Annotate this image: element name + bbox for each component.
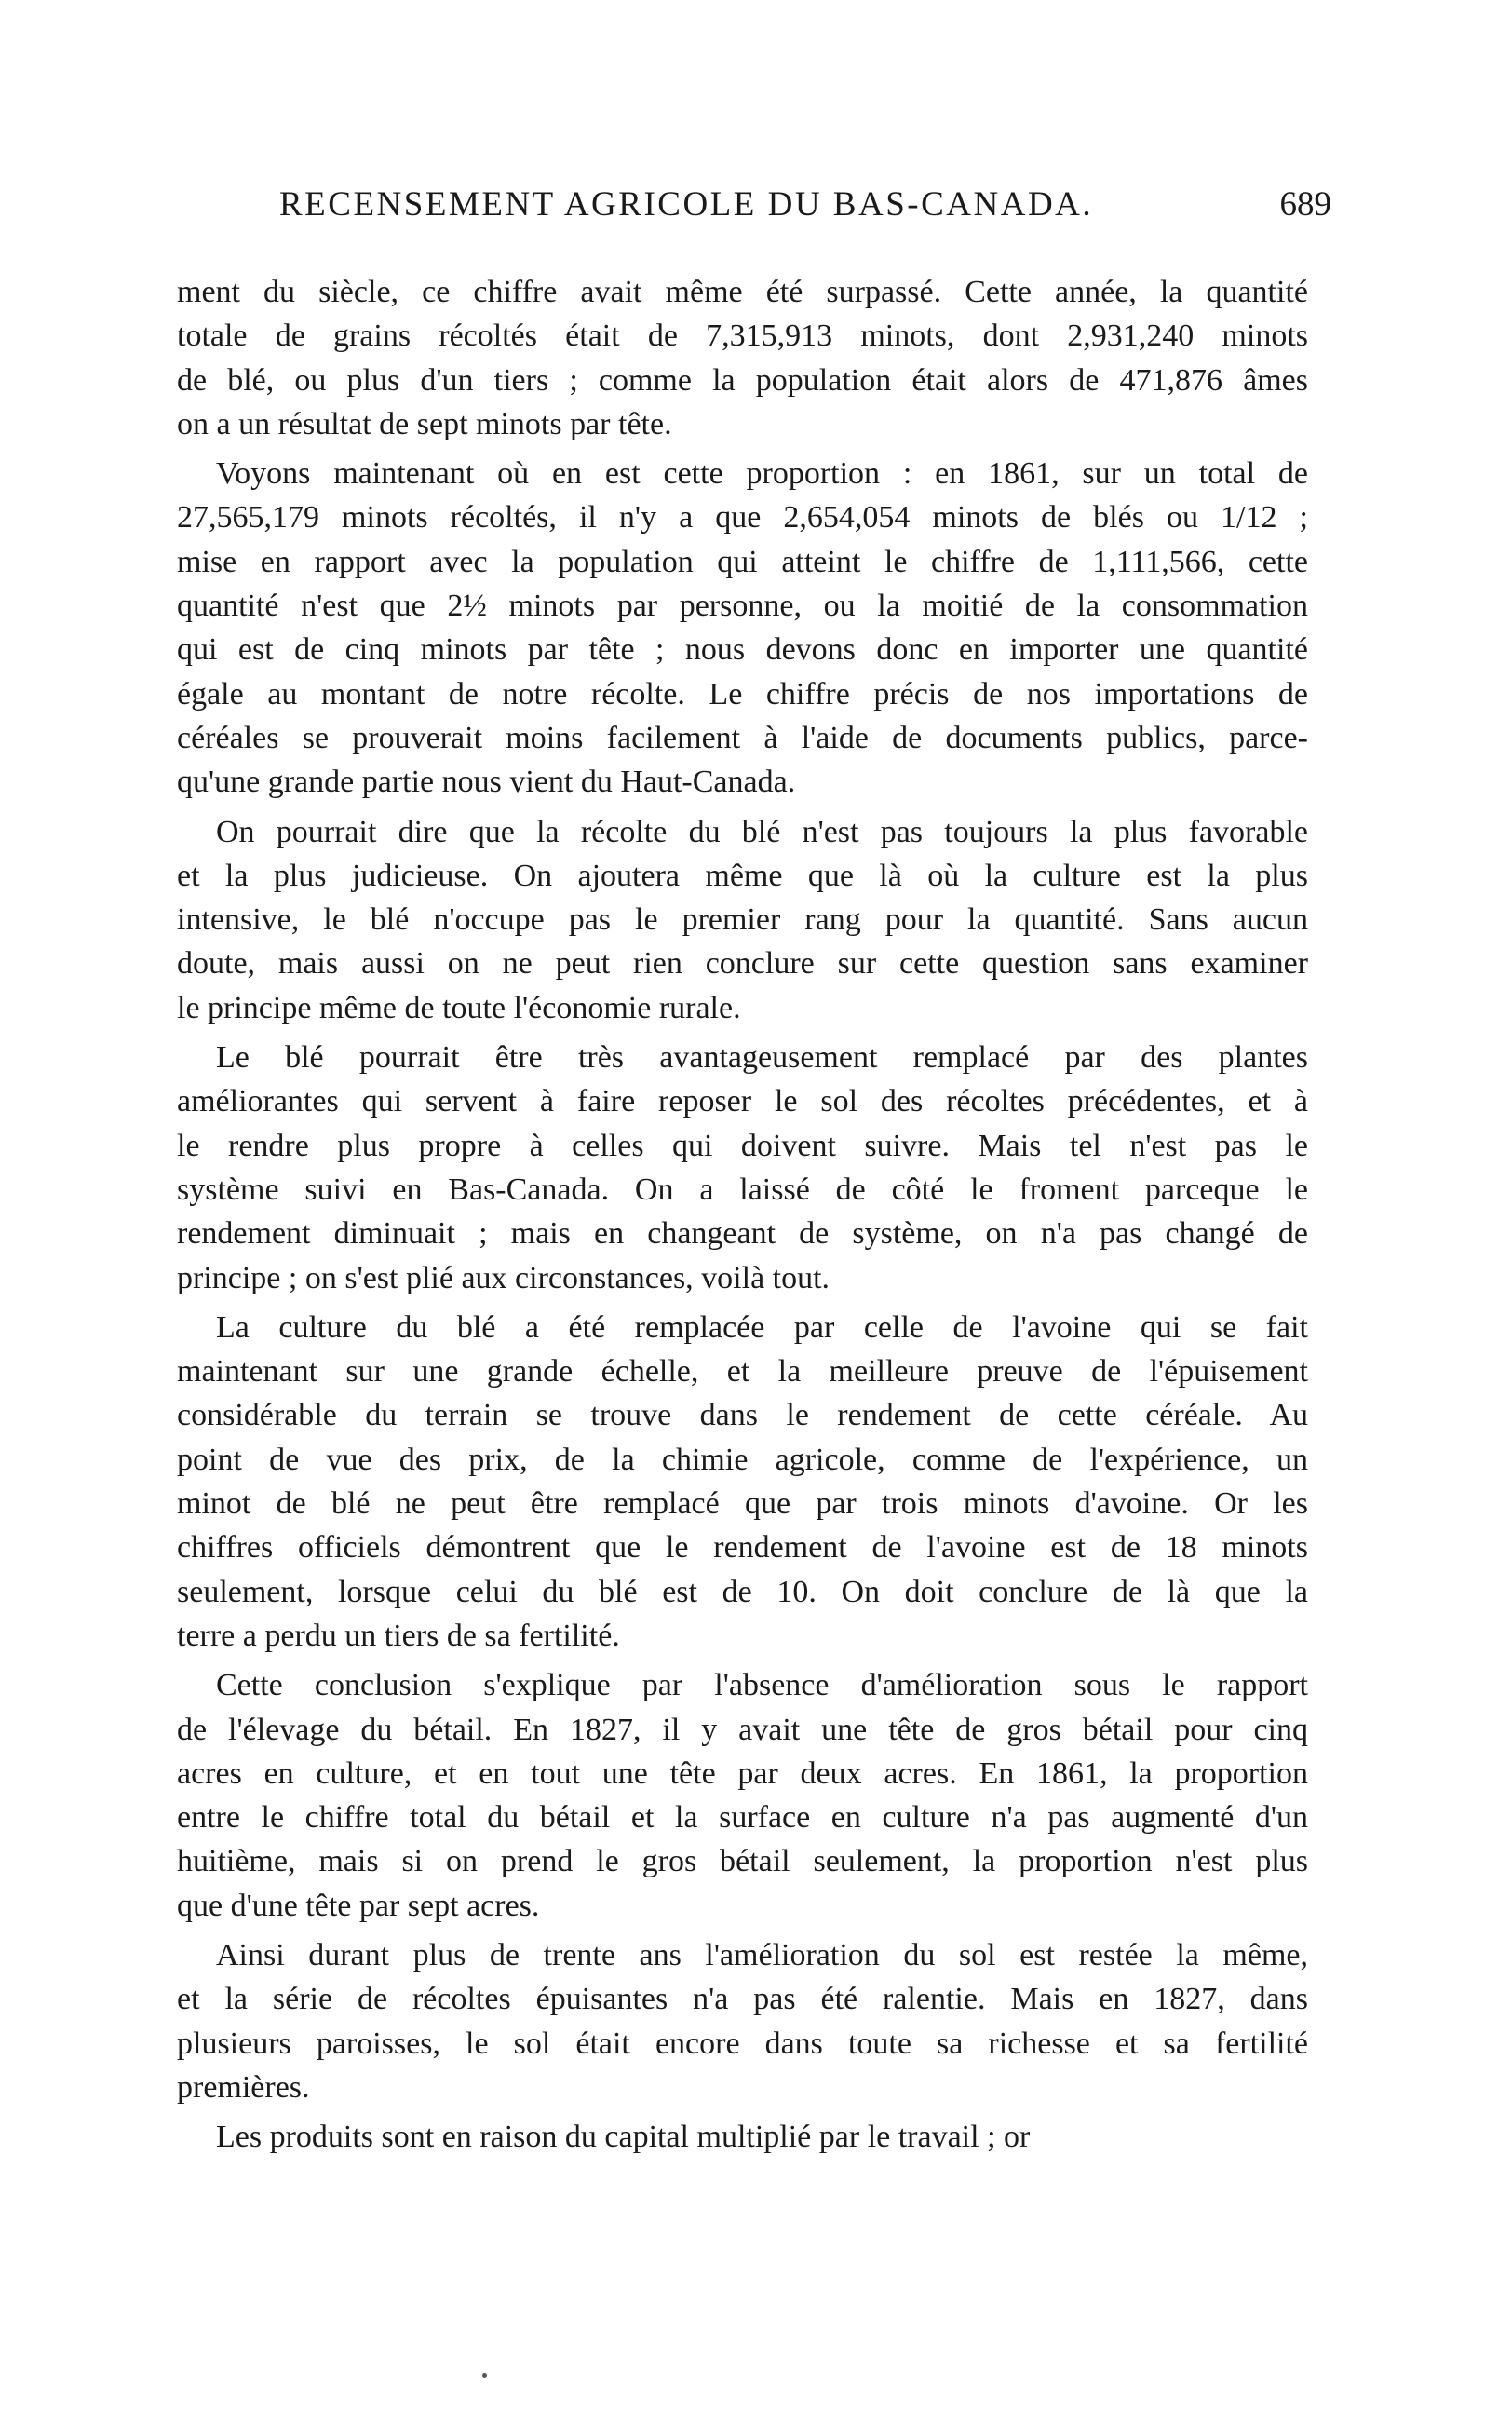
paragraph bbox=[177, 1663, 1308, 1928]
paragraph bbox=[177, 810, 1308, 1030]
text-line: maintenant sur une grande échelle, et la meilleure preuve de l'épuisement bbox=[177, 1354, 1308, 1389]
page-number: 689 bbox=[1279, 185, 1331, 224]
text-line: Ainsi durant plus de trente ans l'amélioration du sol est restée la même, bbox=[216, 1937, 1308, 1972]
text-line: seulement, lorsque celui du blé est de 10. On doit conclure de là que la bbox=[177, 1574, 1308, 1609]
ink-speck bbox=[482, 2373, 487, 2378]
paragraph bbox=[177, 452, 1308, 804]
text-line: plusieurs paroisses, le sol était encore dans toute sa richesse et sa fertilité bbox=[177, 2026, 1308, 2061]
text-line: quantité n'est que 2½ minots par personne, ou la moitié de la consommation bbox=[177, 589, 1308, 624]
text-line: ment du siècle, ce chiffre avait même été surpassé. Cette année, la quantité bbox=[177, 275, 1308, 309]
text-line: qui est de cinq minots par tête ; nous devons donc en importer une quantité bbox=[177, 632, 1308, 668]
paragraph bbox=[177, 1933, 1308, 2109]
text-line: de blé, ou plus d'un tiers ; comme la population était alors de 471,876 âmes bbox=[177, 362, 1308, 398]
text-line: huitième, mais si on prend le gros bétail seulement, la proportion n'est plus bbox=[177, 1844, 1308, 1879]
text-line: et la plus judicieuse. On ajoutera même que là où la culture est la plus bbox=[177, 858, 1308, 893]
running-title: RECENSEMENT AGRICOLE DU BAS-CANADA. bbox=[279, 185, 1094, 224]
text-line: que d'une tête par sept acres. bbox=[177, 1888, 540, 1923]
text-line: améliorantes qui servent à faire reposer le sol des récoltes précédentes, et à bbox=[177, 1084, 1308, 1119]
text-line: point de vue des prix, de la chimie agricole, comme de l'expérience, un bbox=[177, 1442, 1308, 1477]
text-line: minot de blé ne peut être remplacé que par trois minots d'avoine. Or les bbox=[177, 1486, 1308, 1522]
paragraph bbox=[177, 1306, 1308, 1658]
text-line: chiffres officiels démontrent que le rendement de l'avoine est de 18 minots bbox=[177, 1530, 1308, 1565]
text-line: système suivi en Bas-Canada. On a laissé de côté le froment parceque le bbox=[177, 1172, 1308, 1207]
paragraph bbox=[177, 1036, 1308, 1300]
text-line: doute, mais aussi on ne peut rien conclure sur cette question sans examiner bbox=[177, 946, 1308, 982]
text-line: terre a perdu un tiers de sa fertilité. bbox=[177, 1618, 620, 1653]
text-line: La culture du blé a été remplacée par celle de l'avoine qui se fait bbox=[216, 1309, 1308, 1345]
text-line: et la série de récoltes épuisantes n'a pas été ralentie. Mais en 1827, dans bbox=[177, 1982, 1308, 2017]
text-line: rendement diminuait ; mais en changeant de système, on n'a pas changé de bbox=[177, 1216, 1308, 1252]
text-line: On pourrait dire que la récolte du blé n'est pas toujours la plus favorable bbox=[216, 814, 1308, 849]
text-line: Les produits sont en raison du capital multiplié par le travail ; or bbox=[216, 2120, 1031, 2155]
text-line: premières. bbox=[177, 2069, 310, 2105]
text-line: on a un résultat de sept minots par tête. bbox=[177, 406, 672, 441]
text-line: Cette conclusion s'explique par l'absence d'amélioration sous le rapport bbox=[216, 1668, 1308, 1703]
text-line: le rendre plus propre à celles qui doivent suivre. Mais tel n'est pas le bbox=[177, 1128, 1308, 1163]
text-line: 27,565,179 minots récoltés, il n'y a que 2,654,054 minots de blés ou 1/12 ; bbox=[177, 500, 1308, 535]
text-line: intensive, le blé n'occupe pas le premier rang pour la quantité. Sans aucun bbox=[177, 902, 1308, 938]
paragraph bbox=[177, 2115, 1308, 2159]
text-line: Le blé pourrait être très avantageusement remplacé par des plantes bbox=[216, 1040, 1308, 1076]
text-line: acres en culture, et en tout une tête par deux acres. En 1861, la proportion bbox=[177, 1755, 1308, 1791]
body-text bbox=[177, 270, 1308, 2159]
text-line: totale de grains récoltés était de 7,315,913 minots, dont 2,931,240 minots bbox=[177, 318, 1308, 354]
text-line: le principe même de toute l'économie rurale. bbox=[177, 990, 741, 1025]
text-line: mise en rapport avec la population qui atteint le chiffre de 1,111,566, cette bbox=[177, 544, 1308, 579]
text-line: de l'élevage du bétail. En 1827, il y avait une tête de gros bétail pour cinq bbox=[177, 1712, 1308, 1747]
text-line: Voyons maintenant où en est cette proportion : en 1861, sur un total de bbox=[216, 456, 1308, 492]
running-head bbox=[279, 184, 1331, 240]
text-line: céréales se prouverait moins facilement à l'aide de documents publics, parce- bbox=[177, 720, 1308, 755]
paragraph bbox=[177, 270, 1308, 446]
text-line: égale au montant de notre récolte. Le chiffre précis de nos importations de bbox=[177, 676, 1308, 712]
text-line: entre le chiffre total du bétail et la surface en culture n'a pas augmenté d'un bbox=[177, 1800, 1308, 1836]
text-line: qu'une grande partie nous vient du Haut-Canada. bbox=[177, 765, 796, 800]
text-line: principe ; on s'est plié aux circonstances, voilà tout. bbox=[177, 1260, 830, 1295]
text-line: considérable du terrain se trouve dans le rendement de cette céréale. Au bbox=[177, 1398, 1308, 1433]
